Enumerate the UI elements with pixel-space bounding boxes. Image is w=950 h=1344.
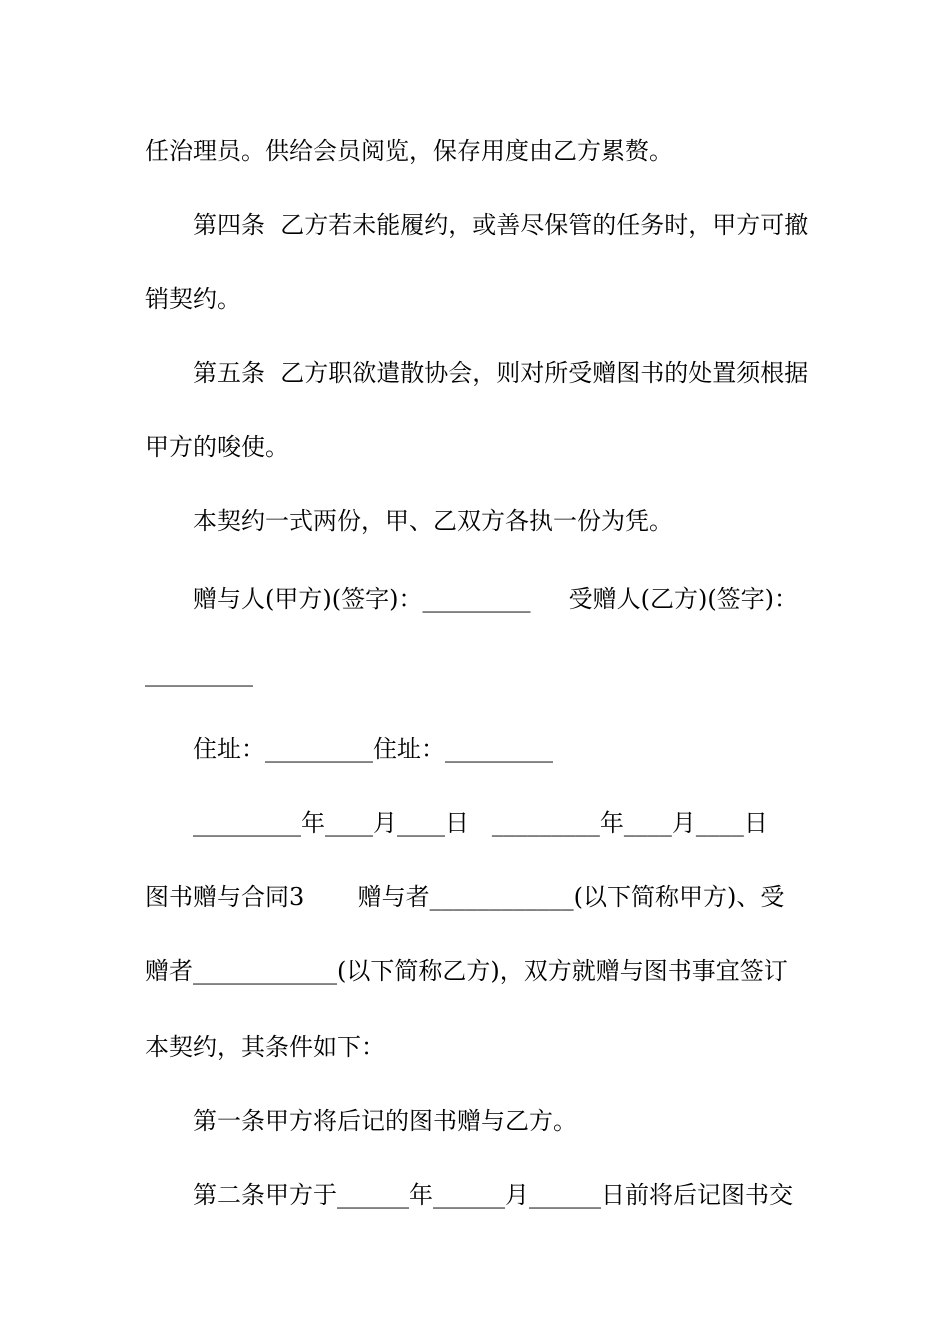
- paragraph-line: 任治理员。供给会员阅览，保存用度由乙方累赘。: [145, 137, 673, 165]
- contract-3-heading-line: 图书赠与合同3 赠与者____________(以下简称甲方)、受: [145, 883, 785, 911]
- paragraph-line: 赠者____________(以下简称乙方)，双方就赠与图书事宜签订: [145, 957, 788, 985]
- article-1-line: 第一条甲方将后记的图书赠与乙方。: [193, 1107, 577, 1135]
- copies-clause: 本契约一式两份，甲、乙双方各执一份为凭。: [193, 507, 673, 535]
- address-line: 住址：_________住址：_________: [193, 735, 553, 763]
- date-line: _________年____月____日 _________年____月____日: [193, 809, 768, 837]
- paragraph-line: 本契约，其条件如下：: [145, 1033, 385, 1061]
- signature-line: 赠与人(甲方)(签字)：_________ 受赠人(乙方)(签字)：: [193, 585, 799, 613]
- paragraph-line: 甲方的唆使。: [145, 433, 289, 461]
- signature-blank: _________: [145, 659, 253, 687]
- article-5-line: 第五条 乙方职欲遣散协会，则对所受赠图书的处置须根据: [193, 359, 809, 387]
- article-2-line: 第二条甲方于______年______月______日前将后记图书交: [193, 1181, 793, 1209]
- article-4-line: 第四条 乙方若未能履约，或善尽保管的任务时，甲方可撤: [193, 211, 809, 239]
- paragraph-line: 销契约。: [145, 285, 241, 313]
